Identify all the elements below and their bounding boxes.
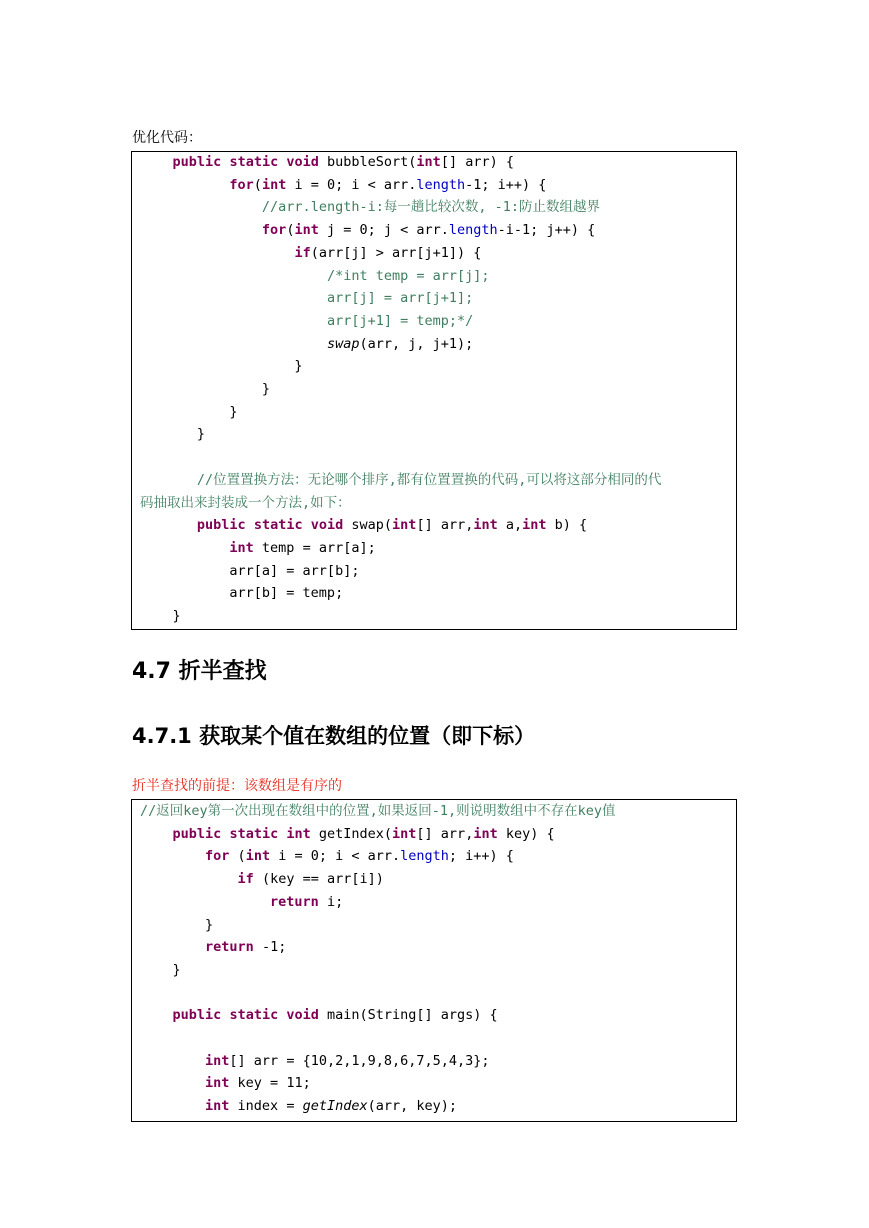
code-token: }	[140, 916, 214, 933]
section-heading: 4.7 折半查找	[132, 659, 267, 684]
code-line	[140, 1005, 498, 1025]
code-token: static	[229, 1007, 279, 1024]
code-token	[140, 313, 327, 329]
code-token: temp = arr[a];	[253, 539, 376, 556]
code-token: for	[261, 222, 287, 239]
code-token: getIndex	[302, 1098, 368, 1115]
code-token: int	[392, 825, 417, 842]
code-token: i = 0; i < arr.	[286, 176, 417, 193]
code-token: void	[286, 1007, 319, 1024]
code-line	[140, 892, 343, 912]
subsection-heading: 4.7.1 获取某个值在数组的位置（即下标）	[132, 724, 536, 748]
code-block-get-index	[131, 799, 737, 1122]
code-line	[140, 334, 473, 354]
code-token: int	[245, 848, 271, 865]
code-token: swap(	[343, 517, 393, 534]
code-token: (	[229, 848, 246, 865]
code-token: int	[392, 517, 417, 534]
code-line	[140, 197, 600, 217]
code-token: (arr, j, j+1);	[359, 335, 474, 352]
code-token	[246, 517, 254, 533]
code-token: i = 0; i < arr.	[270, 848, 401, 865]
code-token: //arr.length-i:每一趟比较次数, -1:防止数组越界	[261, 199, 600, 216]
code-token: //位置置换方法：无论哪个排序,都有位置置换的代码,可以将这部分相同的代	[196, 471, 662, 488]
code-line	[140, 243, 481, 263]
code-line	[140, 1051, 490, 1071]
code-line	[140, 801, 616, 821]
code-token	[140, 871, 238, 887]
code-token: if	[294, 244, 311, 261]
code-token: [] arr,	[416, 825, 474, 842]
code-token: /*int temp = arr[j];	[326, 267, 490, 284]
code-token: 码抽取出来封装成一个方法,如下：	[140, 494, 351, 511]
code-line	[140, 311, 473, 331]
code-token	[140, 177, 229, 193]
code-token	[140, 268, 327, 284]
code-line	[140, 266, 490, 286]
code-line	[140, 356, 303, 376]
code-block-bubble-sort	[131, 151, 737, 630]
code-token	[140, 336, 327, 352]
note-text: 折半查找的前提：该数组是有序的	[132, 778, 342, 794]
code-token: index =	[229, 1098, 303, 1115]
code-token: j = 0; j < arr.	[318, 222, 449, 239]
code-line	[140, 937, 286, 957]
code-token: void	[286, 154, 319, 170]
code-token: [] arr,	[416, 517, 474, 534]
code-token: int	[294, 222, 319, 239]
code-token: length	[400, 848, 449, 865]
code-token	[140, 1007, 173, 1023]
code-token: key) {	[497, 825, 555, 842]
code-line	[140, 1096, 457, 1116]
code-line	[140, 424, 205, 444]
code-token: }	[140, 608, 181, 624]
code-token: public	[172, 825, 222, 842]
code-token: key = 11;	[229, 1075, 311, 1092]
code-token: ; i++) {	[448, 848, 514, 865]
code-token: public	[172, 154, 222, 170]
code-token: for	[229, 176, 254, 193]
code-token: [] arr) {	[440, 154, 514, 170]
code-line	[140, 824, 555, 844]
code-token: return	[205, 939, 254, 956]
code-line	[140, 538, 376, 558]
code-token: for	[205, 848, 230, 865]
code-token: //返回key第一次出现在数组中的位置,如果返回-1,则说明数组中不存在key值	[140, 803, 616, 819]
code-token: int	[261, 176, 287, 193]
code-token: static	[229, 825, 279, 842]
code-token	[303, 517, 311, 533]
code-line	[140, 915, 213, 935]
code-token	[140, 894, 270, 910]
code-token	[140, 472, 197, 488]
code-token: getIndex(	[310, 825, 393, 842]
code-line	[140, 152, 514, 172]
code-token: int	[229, 539, 254, 556]
code-token: }	[140, 426, 206, 443]
code-token: int	[205, 1075, 230, 1092]
code-token	[140, 540, 229, 556]
code-token: arr[a] = arr[b];	[140, 562, 360, 579]
code-line	[140, 175, 546, 195]
code-token	[140, 222, 262, 238]
code-token: int	[473, 517, 498, 534]
code-token	[140, 1053, 205, 1069]
code-token: arr[j+1] = temp;*/	[326, 312, 474, 329]
code-token: if	[237, 871, 254, 888]
code-line	[140, 470, 661, 490]
code-token	[140, 245, 294, 261]
code-token	[140, 1098, 205, 1114]
code-line	[140, 515, 587, 535]
code-line	[140, 583, 343, 603]
code-line	[140, 561, 359, 581]
code-token: a,	[497, 517, 523, 534]
code-token	[140, 199, 262, 215]
code-token: }	[140, 961, 181, 978]
code-token	[140, 154, 173, 170]
code-token: -i-1; j++) {	[497, 222, 596, 239]
code-token: -1; i++) {	[465, 176, 547, 193]
code-line	[140, 493, 351, 513]
code-token: int	[205, 1052, 230, 1069]
code-line	[140, 379, 270, 399]
code-token: (	[253, 176, 262, 193]
code-token: void	[310, 517, 344, 534]
code-token: i;	[318, 893, 344, 910]
code-line	[140, 606, 181, 626]
code-token: int	[522, 517, 547, 534]
code-token: (	[286, 222, 295, 239]
code-token: int	[473, 825, 498, 842]
code-token: arr[b] = temp;	[140, 585, 344, 602]
code-token: length	[448, 222, 498, 239]
code-token: static	[253, 517, 303, 534]
code-line	[140, 1073, 311, 1093]
intro-text: 优化代码：	[132, 130, 202, 146]
code-line	[140, 220, 595, 240]
code-line	[140, 288, 473, 308]
code-token	[140, 939, 205, 955]
code-token	[140, 848, 205, 864]
code-token: arr[j] = arr[j+1];	[326, 290, 474, 307]
code-token: }	[140, 381, 271, 397]
code-token: bubbleSort(	[318, 154, 417, 170]
code-token: b) {	[546, 517, 588, 534]
code-token	[140, 290, 327, 306]
code-token: -1;	[253, 939, 287, 956]
code-token: (key == arr[i])	[253, 871, 384, 888]
code-token: main(String[] args) {	[318, 1007, 498, 1024]
code-token: [] arr = {10,2,1,9,8,6,7,5,4,3};	[229, 1052, 490, 1069]
code-token: int	[416, 154, 441, 170]
code-token: }	[140, 358, 303, 375]
code-token: swap	[326, 335, 360, 352]
code-token: static	[229, 154, 279, 170]
code-token: }	[140, 403, 238, 420]
code-token: int	[205, 1098, 230, 1115]
code-line	[140, 869, 384, 889]
code-token: return	[270, 893, 319, 910]
code-token: public	[172, 1007, 222, 1024]
code-line	[140, 846, 514, 866]
code-token: (arr[j] > arr[j+1]) {	[310, 244, 482, 261]
code-line	[140, 960, 181, 980]
code-token: (arr, key);	[367, 1098, 458, 1115]
code-token	[140, 517, 197, 533]
code-token	[140, 826, 173, 842]
code-token: int	[286, 825, 311, 842]
code-token: public	[196, 517, 246, 534]
code-token	[140, 1075, 205, 1091]
code-line	[140, 402, 238, 422]
code-token: length	[416, 176, 466, 193]
